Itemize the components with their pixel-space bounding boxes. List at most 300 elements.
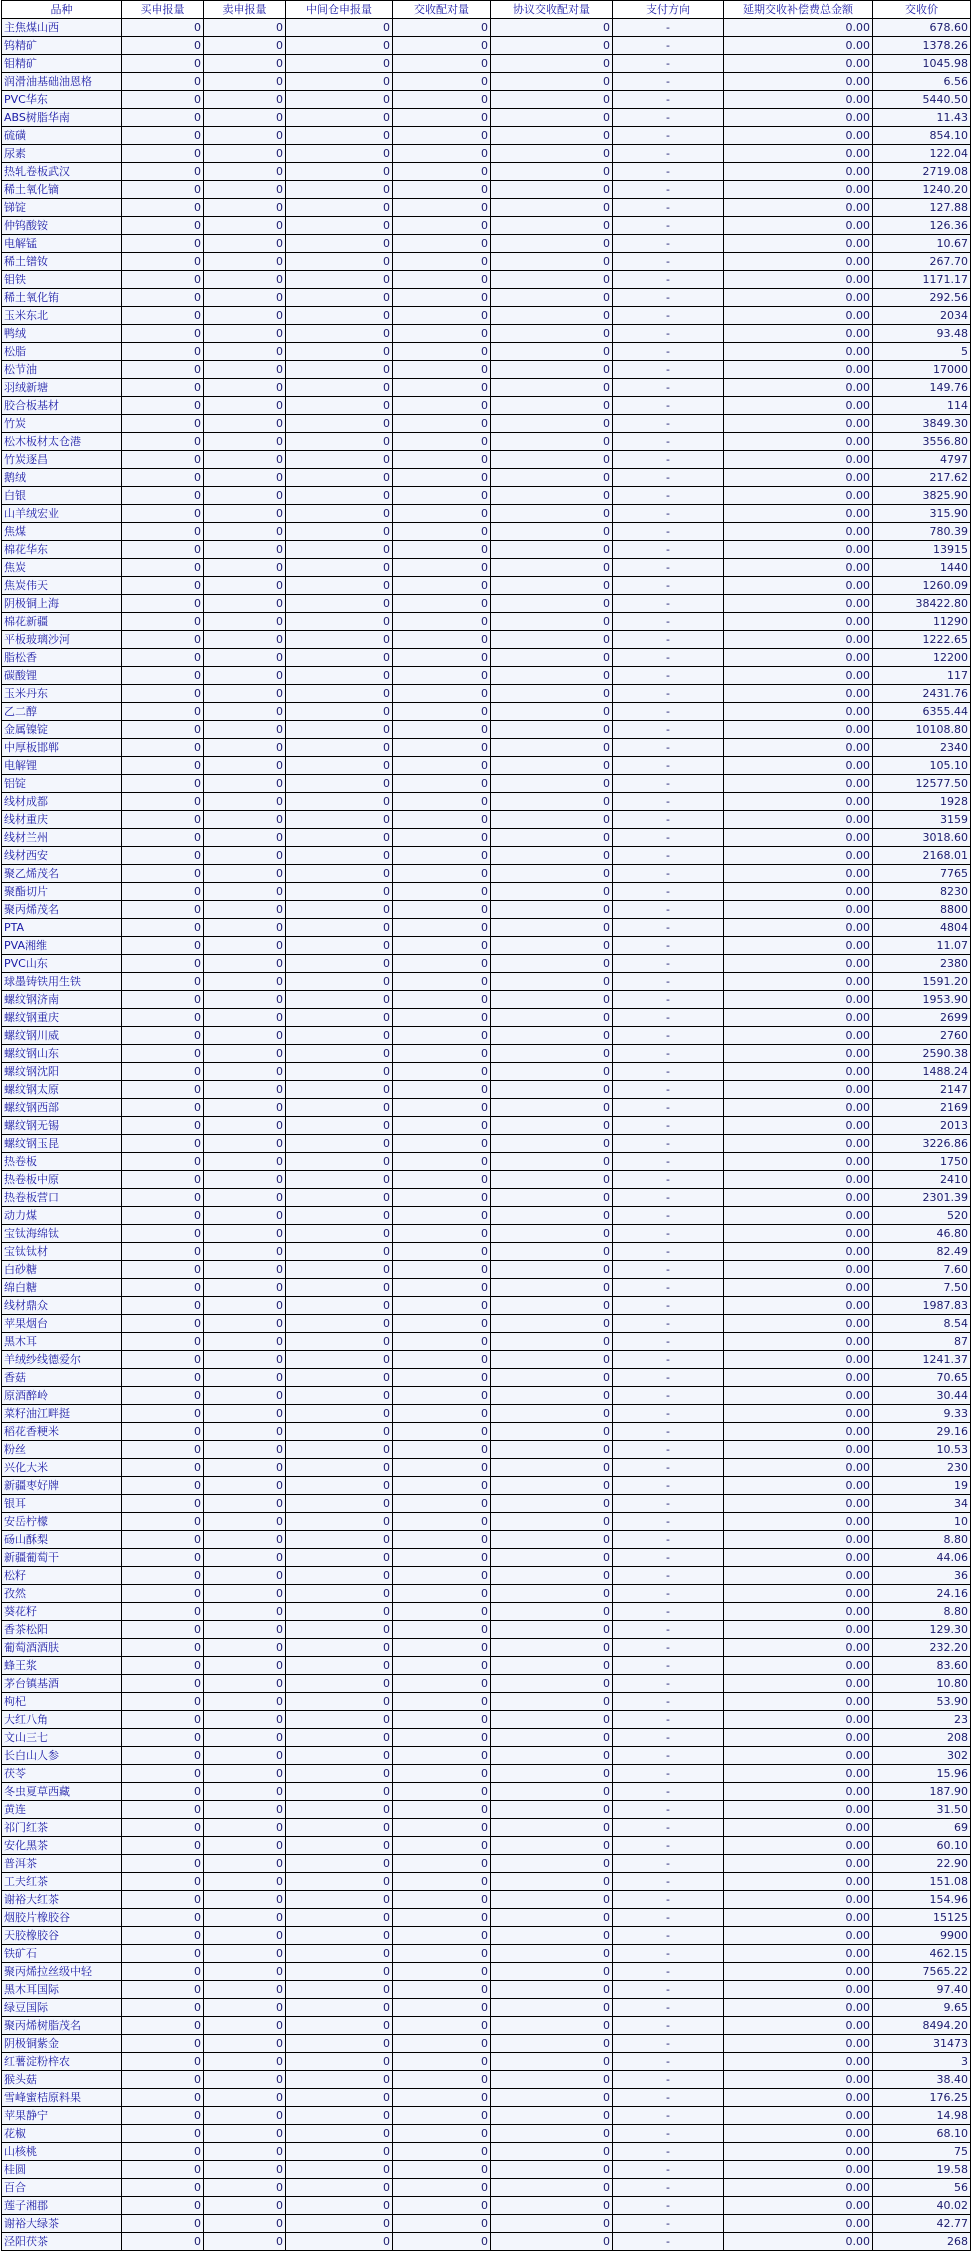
deferred-compensation-cell: 0.00 xyxy=(724,991,873,1009)
matched-quantity-cell: 0 xyxy=(393,1171,491,1189)
deferred-compensation-cell: 0.00 xyxy=(724,1729,873,1747)
variety-cell: 黑木耳国际 xyxy=(2,1981,122,1999)
payment-direction-cell: - xyxy=(613,1333,724,1351)
variety-cell: 宝钛钛材 xyxy=(2,1243,122,1261)
agreement-matched-quantity-cell: 0 xyxy=(491,1117,613,1135)
matched-quantity-cell: 0 xyxy=(393,91,491,109)
intermediate-quantity-cell: 0 xyxy=(286,217,393,235)
deferred-compensation-cell: 0.00 xyxy=(724,1927,873,1945)
payment-direction-cell: - xyxy=(613,451,724,469)
agreement-matched-quantity-cell: 0 xyxy=(491,2233,613,2251)
sell-quantity-cell: 0 xyxy=(204,1909,286,1927)
intermediate-quantity-cell: 0 xyxy=(286,1801,393,1819)
matched-quantity-cell: 0 xyxy=(393,1369,491,1387)
matched-quantity-cell: 0 xyxy=(393,991,491,1009)
payment-direction-cell: - xyxy=(613,1027,724,1045)
payment-direction-cell: - xyxy=(613,1351,724,1369)
intermediate-quantity-cell: 0 xyxy=(286,1783,393,1801)
buy-quantity-cell: 0 xyxy=(122,1747,204,1765)
intermediate-quantity-cell: 0 xyxy=(286,469,393,487)
settlement-price-cell: 2590.38 xyxy=(873,1045,971,1063)
matched-quantity-cell: 0 xyxy=(393,217,491,235)
deferred-compensation-cell: 0.00 xyxy=(724,2161,873,2179)
agreement-matched-quantity-cell: 0 xyxy=(491,1027,613,1045)
variety-cell: 粉丝 xyxy=(2,1441,122,1459)
matched-quantity-cell: 0 xyxy=(393,2107,491,2125)
table-row xyxy=(2,1261,971,1279)
sell-quantity-cell: 0 xyxy=(204,703,286,721)
matched-quantity-cell: 0 xyxy=(393,1495,491,1513)
payment-direction-cell: - xyxy=(613,1153,724,1171)
table-row xyxy=(2,1963,971,1981)
sell-quantity-cell: 0 xyxy=(204,1801,286,1819)
buy-quantity-cell: 0 xyxy=(122,1297,204,1315)
table-row xyxy=(2,901,971,919)
buy-quantity-cell: 0 xyxy=(122,1117,204,1135)
table-row xyxy=(2,721,971,739)
settlement-price-cell: 217.62 xyxy=(873,469,971,487)
settlement-price-cell: 8230 xyxy=(873,883,971,901)
matched-quantity-cell: 0 xyxy=(393,1837,491,1855)
intermediate-quantity-cell: 0 xyxy=(286,1495,393,1513)
header-row xyxy=(2,1,971,19)
intermediate-quantity-cell: 0 xyxy=(286,1765,393,1783)
intermediate-quantity-cell: 0 xyxy=(286,1567,393,1585)
intermediate-quantity-cell: 0 xyxy=(286,415,393,433)
deferred-compensation-cell: 0.00 xyxy=(724,1567,873,1585)
buy-quantity-cell: 0 xyxy=(122,253,204,271)
deferred-compensation-cell: 0.00 xyxy=(724,613,873,631)
intermediate-quantity-cell: 0 xyxy=(286,1927,393,1945)
table-row xyxy=(2,775,971,793)
sell-quantity-cell: 0 xyxy=(204,1603,286,1621)
buy-quantity-cell: 0 xyxy=(122,595,204,613)
deferred-compensation-cell: 0.00 xyxy=(724,1369,873,1387)
buy-quantity-cell: 0 xyxy=(122,1549,204,1567)
settlement-price-cell: 3849.30 xyxy=(873,415,971,433)
sell-quantity-cell: 0 xyxy=(204,991,286,1009)
agreement-matched-quantity-cell: 0 xyxy=(491,865,613,883)
intermediate-quantity-cell: 0 xyxy=(286,1729,393,1747)
sell-quantity-cell: 0 xyxy=(204,1243,286,1261)
agreement-matched-quantity-cell: 0 xyxy=(491,433,613,451)
agreement-matched-quantity-cell: 0 xyxy=(491,1909,613,1927)
variety-cell: 螺纹钢山东 xyxy=(2,1045,122,1063)
table-row xyxy=(2,595,971,613)
variety-cell: 铁矿石 xyxy=(2,1945,122,1963)
agreement-matched-quantity-cell: 0 xyxy=(491,127,613,145)
intermediate-quantity-cell: 0 xyxy=(286,631,393,649)
table-row xyxy=(2,649,971,667)
table-row xyxy=(2,559,971,577)
matched-quantity-cell: 0 xyxy=(393,559,491,577)
table-row xyxy=(2,2143,971,2161)
sell-quantity-cell: 0 xyxy=(204,2035,286,2053)
matched-quantity-cell: 0 xyxy=(393,379,491,397)
agreement-matched-quantity-cell: 0 xyxy=(491,703,613,721)
payment-direction-cell: - xyxy=(613,1513,724,1531)
table-row xyxy=(2,1765,971,1783)
buy-quantity-cell: 0 xyxy=(122,307,204,325)
variety-cell: 铝锭 xyxy=(2,775,122,793)
matched-quantity-cell: 0 xyxy=(393,775,491,793)
settlement-price-cell: 42.77 xyxy=(873,2215,971,2233)
variety-cell: 线材兰州 xyxy=(2,829,122,847)
buy-quantity-cell: 0 xyxy=(122,2215,204,2233)
intermediate-quantity-cell: 0 xyxy=(286,721,393,739)
agreement-matched-quantity-cell: 0 xyxy=(491,163,613,181)
settlement-price-cell: 2699 xyxy=(873,1009,971,1027)
payment-direction-cell: - xyxy=(613,2053,724,2071)
variety-cell: 钼铁 xyxy=(2,271,122,289)
buy-quantity-cell: 0 xyxy=(122,1459,204,1477)
deferred-compensation-cell: 0.00 xyxy=(724,397,873,415)
deferred-compensation-cell: 0.00 xyxy=(724,1855,873,1873)
agreement-matched-quantity-cell: 0 xyxy=(491,271,613,289)
payment-direction-cell: - xyxy=(613,307,724,325)
settlement-price-cell: 3 xyxy=(873,2053,971,2071)
matched-quantity-cell: 0 xyxy=(393,199,491,217)
col-header-matched-quantity: 交收配对量 xyxy=(393,1,491,19)
variety-cell: 谢裕大绿茶 xyxy=(2,2215,122,2233)
table-row xyxy=(2,523,971,541)
matched-quantity-cell: 0 xyxy=(393,1243,491,1261)
table-row xyxy=(2,1567,971,1585)
sell-quantity-cell: 0 xyxy=(204,1099,286,1117)
buy-quantity-cell: 0 xyxy=(122,1081,204,1099)
matched-quantity-cell: 0 xyxy=(393,1549,491,1567)
variety-cell: PVA湘维 xyxy=(2,937,122,955)
table-row xyxy=(2,1603,971,1621)
table-row xyxy=(2,577,971,595)
payment-direction-cell: - xyxy=(613,1315,724,1333)
variety-cell: 稀土氧化镝 xyxy=(2,181,122,199)
deferred-compensation-cell: 0.00 xyxy=(724,1405,873,1423)
agreement-matched-quantity-cell: 0 xyxy=(491,1081,613,1099)
agreement-matched-quantity-cell: 0 xyxy=(491,1891,613,1909)
table-row xyxy=(2,1243,971,1261)
buy-quantity-cell: 0 xyxy=(122,271,204,289)
settlement-price-cell: 11.07 xyxy=(873,937,971,955)
table-row xyxy=(2,829,971,847)
agreement-matched-quantity-cell: 0 xyxy=(491,1153,613,1171)
table-row xyxy=(2,1423,971,1441)
payment-direction-cell: - xyxy=(613,1837,724,1855)
deferred-compensation-cell: 0.00 xyxy=(724,1603,873,1621)
intermediate-quantity-cell: 0 xyxy=(286,1945,393,1963)
intermediate-quantity-cell: 0 xyxy=(286,55,393,73)
settlement-price-cell: 8.54 xyxy=(873,1315,971,1333)
payment-direction-cell: - xyxy=(613,523,724,541)
matched-quantity-cell: 0 xyxy=(393,1891,491,1909)
table-row xyxy=(2,1819,971,1837)
intermediate-quantity-cell: 0 xyxy=(286,2161,393,2179)
matched-quantity-cell: 0 xyxy=(393,19,491,37)
sell-quantity-cell: 0 xyxy=(204,1981,286,1999)
buy-quantity-cell: 0 xyxy=(122,1909,204,1927)
agreement-matched-quantity-cell: 0 xyxy=(491,1981,613,1999)
buy-quantity-cell: 0 xyxy=(122,1315,204,1333)
intermediate-quantity-cell: 0 xyxy=(286,163,393,181)
deferred-compensation-cell: 0.00 xyxy=(724,1441,873,1459)
agreement-matched-quantity-cell: 0 xyxy=(491,1441,613,1459)
table-row xyxy=(2,1405,971,1423)
buy-quantity-cell: 0 xyxy=(122,343,204,361)
table-row xyxy=(2,1297,971,1315)
table-row xyxy=(2,1459,971,1477)
payment-direction-cell: - xyxy=(613,721,724,739)
intermediate-quantity-cell: 0 xyxy=(286,325,393,343)
buy-quantity-cell: 0 xyxy=(122,1423,204,1441)
payment-direction-cell: - xyxy=(613,1369,724,1387)
sell-quantity-cell: 0 xyxy=(204,1657,286,1675)
table-row xyxy=(2,2179,971,2197)
settlement-price-cell: 2147 xyxy=(873,1081,971,1099)
matched-quantity-cell: 0 xyxy=(393,415,491,433)
settlement-price-cell: 75 xyxy=(873,2143,971,2161)
payment-direction-cell: - xyxy=(613,1801,724,1819)
agreement-matched-quantity-cell: 0 xyxy=(491,2089,613,2107)
sell-quantity-cell: 0 xyxy=(204,847,286,865)
payment-direction-cell: - xyxy=(613,1855,724,1873)
intermediate-quantity-cell: 0 xyxy=(286,2215,393,2233)
buy-quantity-cell: 0 xyxy=(122,451,204,469)
intermediate-quantity-cell: 0 xyxy=(286,127,393,145)
matched-quantity-cell: 0 xyxy=(393,1603,491,1621)
intermediate-quantity-cell: 0 xyxy=(286,145,393,163)
agreement-matched-quantity-cell: 0 xyxy=(491,1693,613,1711)
variety-cell: 松脂 xyxy=(2,343,122,361)
variety-cell: 螺纹钢玉昆 xyxy=(2,1135,122,1153)
buy-quantity-cell: 0 xyxy=(122,811,204,829)
table-row xyxy=(2,1999,971,2017)
table-row xyxy=(2,1027,971,1045)
variety-cell: 平板玻璃沙河 xyxy=(2,631,122,649)
table-row xyxy=(2,1279,971,1297)
intermediate-quantity-cell: 0 xyxy=(286,1189,393,1207)
variety-cell: 热卷板中原 xyxy=(2,1171,122,1189)
buy-quantity-cell: 0 xyxy=(122,181,204,199)
settlement-price-cell: 8.80 xyxy=(873,1603,971,1621)
buy-quantity-cell: 0 xyxy=(122,2017,204,2035)
payment-direction-cell: - xyxy=(613,397,724,415)
agreement-matched-quantity-cell: 0 xyxy=(491,1567,613,1585)
table-row xyxy=(2,703,971,721)
deferred-compensation-cell: 0.00 xyxy=(724,1495,873,1513)
deferred-compensation-cell: 0.00 xyxy=(724,1459,873,1477)
variety-cell: 碳酸锂 xyxy=(2,667,122,685)
variety-cell: 桂圆 xyxy=(2,2161,122,2179)
matched-quantity-cell: 0 xyxy=(393,865,491,883)
buy-quantity-cell: 0 xyxy=(122,289,204,307)
payment-direction-cell: - xyxy=(613,883,724,901)
sell-quantity-cell: 0 xyxy=(204,91,286,109)
settlement-price-cell: 678.60 xyxy=(873,19,971,37)
buy-quantity-cell: 0 xyxy=(122,469,204,487)
agreement-matched-quantity-cell: 0 xyxy=(491,1945,613,1963)
agreement-matched-quantity-cell: 0 xyxy=(491,1999,613,2017)
matched-quantity-cell: 0 xyxy=(393,1207,491,1225)
matched-quantity-cell: 0 xyxy=(393,1585,491,1603)
sell-quantity-cell: 0 xyxy=(204,2071,286,2089)
payment-direction-cell: - xyxy=(613,2143,724,2161)
table-row xyxy=(2,1099,971,1117)
agreement-matched-quantity-cell: 0 xyxy=(491,793,613,811)
table-row xyxy=(2,1693,971,1711)
agreement-matched-quantity-cell: 0 xyxy=(491,1873,613,1891)
agreement-matched-quantity-cell: 0 xyxy=(491,325,613,343)
matched-quantity-cell: 0 xyxy=(393,37,491,55)
buy-quantity-cell: 0 xyxy=(122,973,204,991)
payment-direction-cell: - xyxy=(613,1675,724,1693)
sell-quantity-cell: 0 xyxy=(204,919,286,937)
variety-cell: 香菇 xyxy=(2,1369,122,1387)
matched-quantity-cell: 0 xyxy=(393,2161,491,2179)
intermediate-quantity-cell: 0 xyxy=(286,109,393,127)
matched-quantity-cell: 0 xyxy=(393,739,491,757)
agreement-matched-quantity-cell: 0 xyxy=(491,1099,613,1117)
deferred-compensation-cell: 0.00 xyxy=(724,181,873,199)
payment-direction-cell: - xyxy=(613,361,724,379)
agreement-matched-quantity-cell: 0 xyxy=(491,1459,613,1477)
sell-quantity-cell: 0 xyxy=(204,541,286,559)
sell-quantity-cell: 0 xyxy=(204,37,286,55)
payment-direction-cell: - xyxy=(613,271,724,289)
sell-quantity-cell: 0 xyxy=(204,1315,286,1333)
sell-quantity-cell: 0 xyxy=(204,163,286,181)
deferred-compensation-cell: 0.00 xyxy=(724,775,873,793)
deferred-compensation-cell: 0.00 xyxy=(724,2125,873,2143)
settlement-price-cell: 4797 xyxy=(873,451,971,469)
payment-direction-cell: - xyxy=(613,163,724,181)
table-row xyxy=(2,1855,971,1873)
payment-direction-cell: - xyxy=(613,2125,724,2143)
sell-quantity-cell: 0 xyxy=(204,811,286,829)
agreement-matched-quantity-cell: 0 xyxy=(491,1045,613,1063)
agreement-matched-quantity-cell: 0 xyxy=(491,2107,613,2125)
matched-quantity-cell: 0 xyxy=(393,1909,491,1927)
settlement-price-cell: 1171.17 xyxy=(873,271,971,289)
payment-direction-cell: - xyxy=(613,631,724,649)
variety-cell: 安化黑茶 xyxy=(2,1837,122,1855)
agreement-matched-quantity-cell: 0 xyxy=(491,1333,613,1351)
buy-quantity-cell: 0 xyxy=(122,361,204,379)
payment-direction-cell: - xyxy=(613,739,724,757)
table-row xyxy=(2,271,971,289)
sell-quantity-cell: 0 xyxy=(204,901,286,919)
settlement-price-cell: 1045.98 xyxy=(873,55,971,73)
agreement-matched-quantity-cell: 0 xyxy=(491,19,613,37)
intermediate-quantity-cell: 0 xyxy=(286,1873,393,1891)
variety-cell: 黄连 xyxy=(2,1801,122,1819)
matched-quantity-cell: 0 xyxy=(393,577,491,595)
agreement-matched-quantity-cell: 0 xyxy=(491,973,613,991)
buy-quantity-cell: 0 xyxy=(122,397,204,415)
matched-quantity-cell: 0 xyxy=(393,1099,491,1117)
deferred-compensation-cell: 0.00 xyxy=(724,1423,873,1441)
payment-direction-cell: - xyxy=(613,901,724,919)
matched-quantity-cell: 0 xyxy=(393,757,491,775)
payment-direction-cell: - xyxy=(613,91,724,109)
intermediate-quantity-cell: 0 xyxy=(286,1063,393,1081)
sell-quantity-cell: 0 xyxy=(204,865,286,883)
variety-cell: 文山三七 xyxy=(2,1729,122,1747)
deferred-compensation-cell: 0.00 xyxy=(724,2089,873,2107)
payment-direction-cell: - xyxy=(613,1999,724,2017)
matched-quantity-cell: 0 xyxy=(393,1297,491,1315)
buy-quantity-cell: 0 xyxy=(122,541,204,559)
intermediate-quantity-cell: 0 xyxy=(286,253,393,271)
agreement-matched-quantity-cell: 0 xyxy=(491,1531,613,1549)
sell-quantity-cell: 0 xyxy=(204,577,286,595)
deferred-compensation-cell: 0.00 xyxy=(724,271,873,289)
matched-quantity-cell: 0 xyxy=(393,1423,491,1441)
intermediate-quantity-cell: 0 xyxy=(286,1081,393,1099)
matched-quantity-cell: 0 xyxy=(393,1081,491,1099)
variety-cell: 羽绒新塘 xyxy=(2,379,122,397)
settlement-price-cell: 1241.37 xyxy=(873,1351,971,1369)
variety-cell: 聚丙烯拉丝级中轻 xyxy=(2,1963,122,1981)
variety-cell: 螺纹钢沈阳 xyxy=(2,1063,122,1081)
settlement-price-cell: 9900 xyxy=(873,1927,971,1945)
buy-quantity-cell: 0 xyxy=(122,1621,204,1639)
intermediate-quantity-cell: 0 xyxy=(286,1891,393,1909)
settlement-price-cell: 24.16 xyxy=(873,1585,971,1603)
matched-quantity-cell: 0 xyxy=(393,1747,491,1765)
matched-quantity-cell: 0 xyxy=(393,1711,491,1729)
table-row xyxy=(2,1909,971,1927)
intermediate-quantity-cell: 0 xyxy=(286,1243,393,1261)
table-row xyxy=(2,163,971,181)
table-row xyxy=(2,415,971,433)
deferred-compensation-cell: 0.00 xyxy=(724,1585,873,1603)
settlement-price-cell: 2034 xyxy=(873,307,971,325)
sell-quantity-cell: 0 xyxy=(204,145,286,163)
matched-quantity-cell: 0 xyxy=(393,901,491,919)
sell-quantity-cell: 0 xyxy=(204,451,286,469)
agreement-matched-quantity-cell: 0 xyxy=(491,1279,613,1297)
variety-cell: 泾阳茯茶 xyxy=(2,2233,122,2251)
matched-quantity-cell: 0 xyxy=(393,919,491,937)
matched-quantity-cell: 0 xyxy=(393,541,491,559)
sell-quantity-cell: 0 xyxy=(204,1837,286,1855)
variety-cell: 中厚板邯郸 xyxy=(2,739,122,757)
intermediate-quantity-cell: 0 xyxy=(286,793,393,811)
table-row xyxy=(2,1837,971,1855)
matched-quantity-cell: 0 xyxy=(393,55,491,73)
matched-quantity-cell: 0 xyxy=(393,1189,491,1207)
payment-direction-cell: - xyxy=(613,55,724,73)
buy-quantity-cell: 0 xyxy=(122,2107,204,2125)
intermediate-quantity-cell: 0 xyxy=(286,613,393,631)
table-row xyxy=(2,991,971,1009)
deferred-compensation-cell: 0.00 xyxy=(724,1117,873,1135)
variety-cell: 百合 xyxy=(2,2179,122,2197)
intermediate-quantity-cell: 0 xyxy=(286,1549,393,1567)
variety-cell: 玉米丹东 xyxy=(2,685,122,703)
matched-quantity-cell: 0 xyxy=(393,1621,491,1639)
agreement-matched-quantity-cell: 0 xyxy=(491,757,613,775)
payment-direction-cell: - xyxy=(613,1117,724,1135)
intermediate-quantity-cell: 0 xyxy=(286,1423,393,1441)
deferred-compensation-cell: 0.00 xyxy=(724,73,873,91)
variety-cell: 葵花籽 xyxy=(2,1603,122,1621)
matched-quantity-cell: 0 xyxy=(393,109,491,127)
buy-quantity-cell: 0 xyxy=(122,235,204,253)
settlement-price-cell: 2431.76 xyxy=(873,685,971,703)
payment-direction-cell: - xyxy=(613,991,724,1009)
intermediate-quantity-cell: 0 xyxy=(286,2125,393,2143)
